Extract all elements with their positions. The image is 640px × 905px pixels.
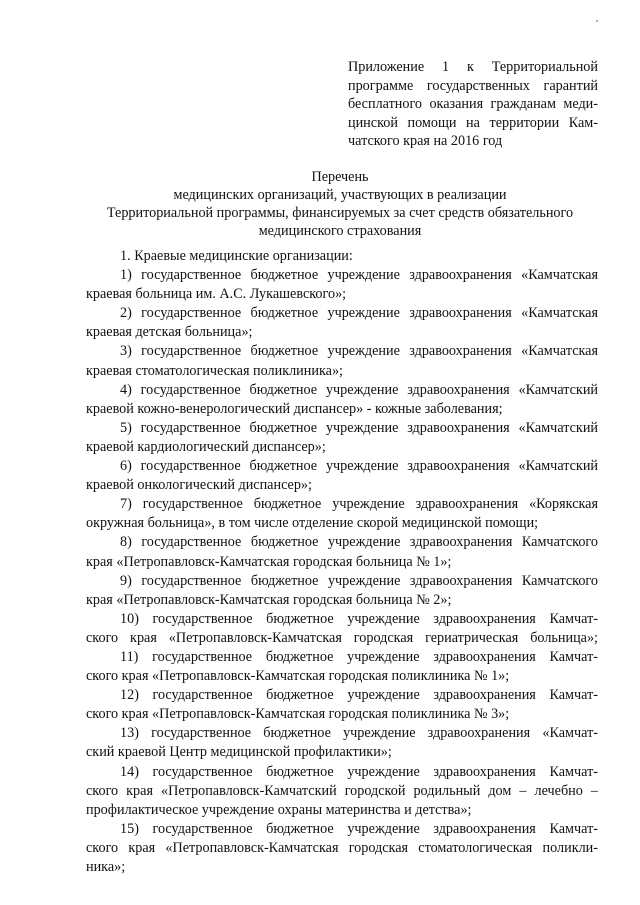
list-item-line: края «Петропавловск-Камчатская городская больница № 2»;: [86, 591, 452, 608]
list-item-line: 11) государственное бюджетное учреждение здравоохранения Камчат-: [120, 648, 598, 665]
section-heading: 1. Краевые медицинские организации:: [120, 248, 353, 264]
list-item-line: краевая больница им. А.С. Лукашевского»;: [86, 286, 347, 303]
list-item-line: ского края «Петропавловск-Камчатский городской родильный дом – лечебно –: [86, 782, 598, 799]
list-item-line: 14) государственное бюджетное учреждение здравоохранения Камчат-: [120, 763, 598, 780]
list-item-line: ника»;: [86, 859, 126, 875]
subtitle-line: медицинского страхования: [258, 223, 422, 239]
list-item-line: краевая стоматологическая поликлиника»;: [86, 362, 343, 379]
list-item-line: 8) государственное бюджетное учреждение здравоохранения Камчатского: [120, 534, 598, 551]
list-item-line: 1) государственное бюджетное учреждение здравоохранения «Камчатская: [120, 267, 598, 284]
appendix-line: бесплатного оказания гражданам меди-: [348, 96, 598, 112]
list-item-line: окружная больница», в том числе отделение скорой медицинской помощи;: [86, 515, 539, 532]
list-item-line: 12) государственное бюджетное учреждение здравоохранения Камчат-: [120, 687, 598, 704]
list-item-line: краевая детская больница»;: [86, 324, 253, 341]
document-heading: Перечень: [311, 169, 369, 185]
list-item-line: ского края «Петропавловск-Камчатская городская поликлиника № 1»;: [86, 668, 510, 685]
list-item-line: 9) государственное бюджетное учреждение здравоохранения Камчатского: [120, 572, 598, 589]
list-item-line: ского края «Петропавловск-Камчатская городская поликлиника № 3»;: [86, 706, 510, 723]
list-item-line: 15) государственное бюджетное учреждение здравоохранения Камчат-: [120, 820, 598, 837]
list-item-line: ский краевой Центр медицинской профилактики»;: [86, 744, 392, 761]
appendix-line: Приложение 1 к Территориальной: [348, 59, 598, 75]
list-item-line: краевой онкологический диспансер»;: [86, 477, 312, 494]
appendix-line: чатского края на 2016 год: [348, 133, 503, 149]
list-item-line: 6) государственное бюджетное учреждение здравоохранения «Камчатский: [120, 458, 598, 475]
list-item-line: 3) государственное бюджетное учреждение здравоохранения «Камчатская: [120, 343, 598, 360]
list-item-line: ского края «Петропавловск-Камчатская городская гериатрическая больница»;: [86, 629, 598, 646]
list-item-line: 10) государственное бюджетное учреждение здравоохранения Камчат-: [120, 610, 598, 627]
document-subtitle: [60, 186, 620, 240]
appendix-line: программе государственных гарантий: [348, 77, 598, 94]
appendix-note: [348, 58, 598, 151]
organization-list: [86, 247, 598, 877]
list-item-line: 4) государственное бюджетное учреждение здравоохранения «Камчатский: [120, 381, 598, 398]
list-item-line: краевой кардиологический диспансер»;: [86, 438, 326, 455]
list-item-line: 5) государственное бюджетное учреждение здравоохранения «Камчатский: [120, 419, 598, 436]
list-item-line: ского края «Петропавловск-Камчатская городская стоматологическая поликли-: [86, 839, 598, 856]
list-item-line: 2) государственное бюджетное учреждение здравоохранения «Камчатская: [120, 305, 598, 322]
list-item-line: профилактическое учреждение охраны материнства и детства»;: [86, 801, 472, 818]
list-item-line: края «Петропавловск-Камчатская городская больница № 1»;: [86, 553, 452, 570]
subtitle-line: медицинских организаций, участвующих в реализации: [173, 187, 507, 203]
appendix-line: цинской помощи на территории Кам-: [348, 114, 598, 131]
list-item-line: 13) государственное бюджетное учреждение здравоохранения «Камчат-: [120, 725, 598, 742]
list-item-line: 7) государственное бюджетное учреждение здравоохранения «Корякская: [120, 496, 598, 513]
list-item-line: краевой кожно-венерологический диспансер» - кожные заболевания;: [86, 400, 503, 417]
scan-speck: [596, 20, 598, 22]
subtitle-line: Территориальной программы, финансируемых за счет средств обязательного: [106, 205, 574, 221]
